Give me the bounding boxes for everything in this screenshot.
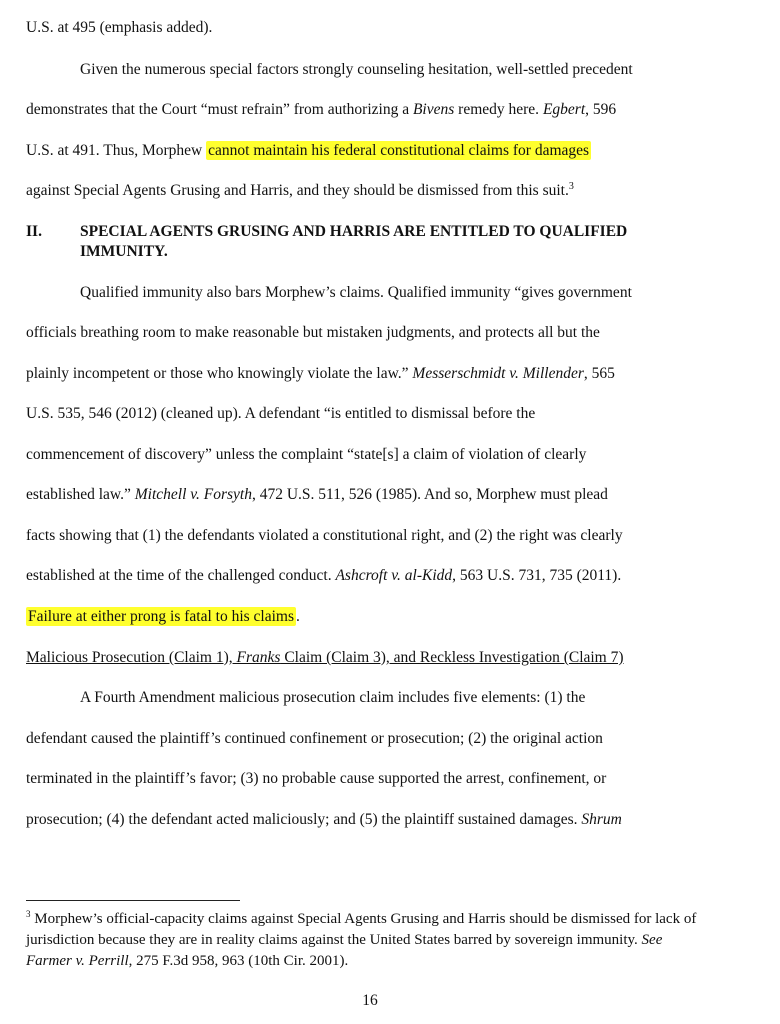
text-line [26,323,600,343]
text-span: U.S. at 491. Thus, Morphew [26,142,207,159]
text-line [26,364,615,384]
subheading [26,648,624,668]
text-span: Given the numerous special factors strongly counseling hesitation, well-settled precedent [80,61,633,78]
text-span: commencement of discovery” unless the complaint “state[s] a claim of violation of clearly [26,446,587,463]
text-line [26,566,621,586]
text-span: , 596 [585,101,617,118]
highlighted-text: Failure at either prong is fatal to his claims [28,608,295,625]
text-line [26,607,300,627]
highlighted-text: cannot maintain his federal constitutional claims for damages [208,142,590,159]
text-span: prosecution; (4) the defendant acted maliciously; and (5) the plaintiff sustained damages. [26,811,582,828]
text-span: terminated in the plaintiff’s favor; (3) no probable cause supported the arrest, confinement, or [26,770,607,787]
section-title: SPECIAL AGENTS GRUSING AND HARRIS ARE ENTITLED TO QUALIFIED [80,223,628,240]
footnote-reference: 3 [568,181,574,192]
footnote-text: Morphew’s official-capacity claims against Special Agents Grusing and Harris should be dismissed for lack of jurisdiction because they are in reality claims against the United States barred by sovereign immunity. [26,911,697,948]
text-span: Qualified immunity also bars Morphew’s claims. Qualified immunity “gives government [80,284,632,301]
text-line [80,688,585,708]
footnote-divider [26,900,240,901]
text-span: Malicious Prosecution (Claim 1), [26,649,237,666]
text-span: remedy here. [454,101,543,118]
text-line [26,769,606,789]
text-span: Claim (Claim 3), and Reckless Investigation (Claim 7) [280,649,624,666]
text-line [26,485,608,505]
text-line [26,141,591,161]
text-line [26,181,574,201]
text-span: established at the time of the challenged conduct. [26,567,336,584]
page-number: 16 [362,992,378,1009]
text-span: U.S. at 495 (emphasis added). [26,19,213,36]
case-citation: Mitchell v. Forsyth [134,486,252,503]
footnote [26,909,706,972]
text-line [80,60,633,80]
text-span: defendant caused the plaintiff’s continued confinement or prosecution; (2) the original action [26,730,603,747]
text-span: U.S. 535, 546 (2012) (cleaned up). A defendant “is entitled to dismissal before the [26,405,536,422]
text-span: A Fourth Amendment malicious prosecution claim includes five elements: (1) the [80,689,586,706]
case-citation: Bivens [412,101,455,118]
case-citation: Egbert [542,101,586,118]
footnote-number: 3 [26,909,31,919]
case-citation: Ashcroft v. al-Kidd [335,567,453,584]
text-span: plainly incompetent or those who knowingly violate the law.” [26,365,413,382]
text-line [26,100,616,120]
case-citation: Franks [236,649,281,666]
text-span: , 565 [583,365,615,382]
text-span: demonstrates that the Court “must refrain” from authorizing a [26,101,413,118]
text-line [26,445,586,465]
text-span: , 563 U.S. 731, 735 (2011). [452,567,622,584]
text-line [26,526,623,546]
case-citation: Shrum [581,811,622,828]
text-line [26,729,603,749]
text-span: facts showing that (1) the defendants violated a constitutional right, and (2) the right was clearly [26,527,623,544]
text-line [26,18,212,38]
text-line [80,283,632,303]
section-number: II. [26,223,42,240]
section-title: IMMUNITY. [80,243,168,260]
text-span: . [296,608,300,625]
text-line [26,404,535,424]
case-citation: Messerschmidt v. Millender [412,365,584,382]
text-line [26,810,622,830]
case-citation: See Farmer v. Perrill [26,932,663,969]
footnote-text: , 275 F.3d 958, 963 (10th Cir. 2001). [128,953,349,969]
text-span: officials breathing room to make reasonable but mistaken judgments, and protects all but the [26,324,600,341]
text-span: , 472 U.S. 511, 526 (1985). And so, Morphew must plead [251,486,608,503]
text-span: against Special Agents Grusing and Harris, and they should be dismissed from this suit. [26,182,569,199]
text-span: established law.” [26,486,135,503]
